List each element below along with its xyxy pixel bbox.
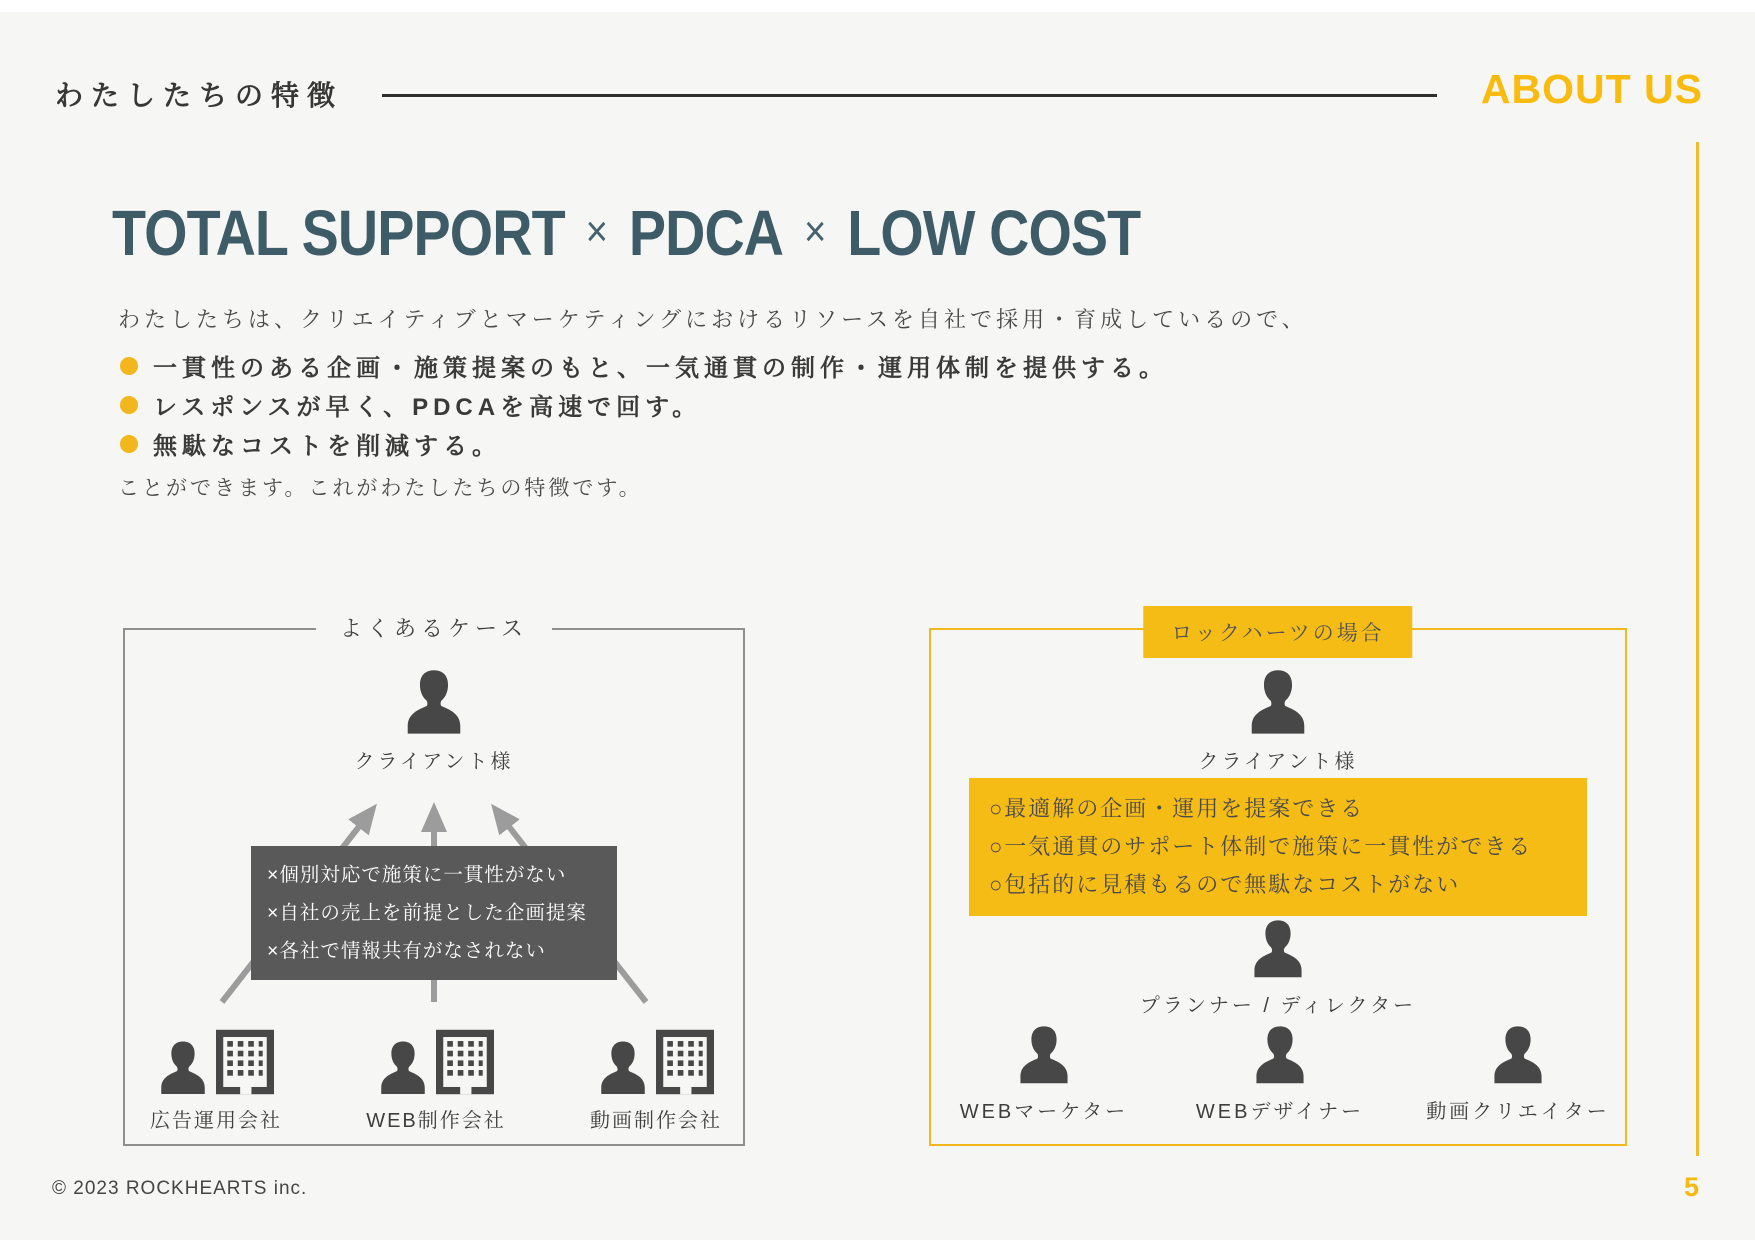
page-title: わたしたちの特徴 bbox=[55, 80, 344, 111]
client-label: クライアント様 bbox=[354, 751, 514, 773]
company-label: 広告運用会社 bbox=[150, 1110, 282, 1132]
role-label: WEBマーケター bbox=[959, 1101, 1129, 1123]
bullet-text: レスポンスが早く、PDCAを高速で回す。 bbox=[153, 394, 702, 421]
company-web-production bbox=[341, 1028, 531, 1133]
common-case-title: よくあるケース bbox=[316, 612, 552, 643]
bullet-dot-icon bbox=[120, 396, 138, 414]
feature-bullet bbox=[120, 387, 701, 422]
page-number: 5 bbox=[1684, 1172, 1700, 1202]
intro-text: わたしたちは、クリエイティブとマーケティングにおけるリソースを自社で採用・育成しているので、 bbox=[118, 307, 1308, 332]
person-icon bbox=[405, 668, 463, 734]
person-icon bbox=[1249, 668, 1307, 734]
client-figure bbox=[931, 668, 1625, 774]
company-label: WEB制作会社 bbox=[366, 1110, 506, 1132]
person-icon bbox=[1018, 1024, 1070, 1084]
benefit-item: ○一気通貫のサポート体制で施策に一貫性ができる bbox=[989, 834, 1533, 859]
main-title bbox=[112, 196, 1140, 270]
bullet-text: 一貫性のある企画・施策提案のもと、一気通貫の制作・運用体制を提供する。 bbox=[153, 355, 1168, 382]
problem-item: ×各社で情報共有がなされない bbox=[267, 940, 546, 962]
problem-list bbox=[251, 846, 617, 980]
section-tag: ABOUT US bbox=[1480, 66, 1703, 112]
feature-bullet bbox=[120, 348, 1168, 383]
top-edge bbox=[0, 0, 1755, 12]
copyright: © 2023 ROCKHEARTS inc. bbox=[52, 1178, 308, 1199]
bullet-dot-icon bbox=[120, 357, 138, 375]
problem-item: ×個別対応で施策に一貫性がない bbox=[267, 864, 567, 886]
header-divider bbox=[382, 94, 1437, 97]
common-case-box bbox=[123, 616, 745, 1146]
building-icon bbox=[656, 1028, 714, 1096]
role-label: 動画クリエイター bbox=[1426, 1101, 1610, 1123]
rockhearts-case-title: ロックハーツの場合 bbox=[1143, 606, 1412, 658]
rockhearts-case-box bbox=[929, 622, 1627, 1146]
benefit-list bbox=[969, 778, 1587, 916]
problem-item: ×自社の売上を前提とした企画提案 bbox=[267, 902, 587, 924]
planner-figure bbox=[931, 918, 1625, 1018]
person-icon bbox=[1492, 1024, 1544, 1084]
benefit-item: ○最適解の企画・運用を提案できる bbox=[989, 796, 1365, 821]
bullet-text: 無駄なコストを削減する。 bbox=[153, 433, 501, 460]
person-icon bbox=[379, 1038, 427, 1096]
title-part-low-cost: LOW COST bbox=[847, 197, 1141, 269]
role-web-marketer bbox=[939, 1024, 1149, 1124]
closing-text: ことができます。これがわたしたちの特徴です。 bbox=[118, 477, 643, 500]
client-label: クライアント様 bbox=[1198, 751, 1358, 773]
building-icon bbox=[216, 1028, 274, 1096]
role-video-creator bbox=[1413, 1024, 1623, 1124]
title-part-total-support: TOTAL SUPPORT bbox=[112, 197, 565, 269]
role-web-designer bbox=[1175, 1024, 1385, 1124]
multiply-icon: × bbox=[585, 207, 608, 256]
bullet-dot-icon bbox=[120, 435, 138, 453]
role-label: WEBデザイナー bbox=[1195, 1101, 1365, 1123]
feature-bullet bbox=[120, 426, 501, 461]
person-icon bbox=[159, 1038, 207, 1096]
client-figure bbox=[125, 668, 743, 774]
person-icon bbox=[1254, 1024, 1306, 1084]
company-label: 動画制作会社 bbox=[590, 1110, 722, 1132]
company-ad-agency bbox=[121, 1028, 311, 1133]
title-part-pdca: PDCA bbox=[628, 197, 784, 269]
multiply-icon: × bbox=[804, 207, 827, 256]
building-icon bbox=[436, 1028, 494, 1096]
company-icons bbox=[341, 1028, 531, 1096]
company-icons bbox=[561, 1028, 751, 1096]
company-video-production bbox=[561, 1028, 751, 1133]
benefit-item: ○包括的に見積もるので無駄なコストがない bbox=[989, 872, 1461, 897]
company-icons bbox=[121, 1028, 311, 1096]
planner-label: プランナー / ディレクター bbox=[1139, 995, 1417, 1017]
person-icon bbox=[1252, 918, 1304, 978]
vertical-accent-line bbox=[1696, 142, 1699, 1156]
person-icon bbox=[599, 1038, 647, 1096]
